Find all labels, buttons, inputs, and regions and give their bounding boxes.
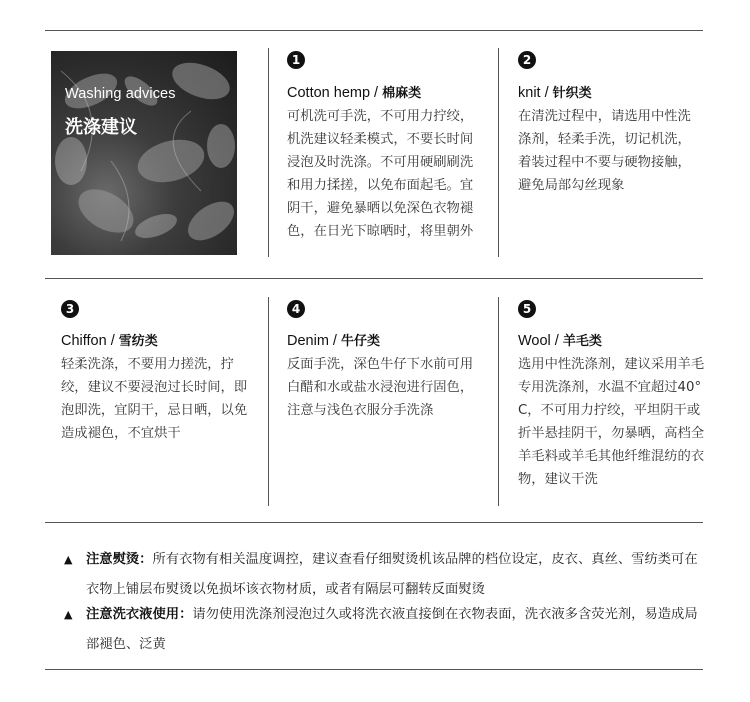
care-item-title — [518, 82, 703, 101]
hero-image — [51, 51, 237, 255]
note-label: 注意洗衣液使用： — [86, 607, 193, 622]
care-item-denim — [287, 300, 477, 422]
care-item-text: 反面手洗，深色牛仔下水前可用白醋和水或盐水浸泡进行固色，注意与浅色衣服分手洗涤 — [287, 357, 474, 418]
care-item-knit — [518, 51, 703, 197]
note-body: 请勿使用洗涤剂浸泡过久或将洗衣液直接倒在衣物表面，洗衣液多含荧光剂，易造成局部褪色、泛黄 — [86, 607, 698, 652]
note-label: 注意熨烫： — [86, 552, 153, 567]
column-divider — [498, 48, 499, 257]
note-body: 所有衣物有相关温度调控，建议查看仔细熨烫机该品牌的档位设定，皮衣、真丝、雪纺类可在衣物上铺层布熨烫以免损坏该衣物材质，或者有隔层可翻转反面熨烫 — [86, 552, 698, 597]
hero-title-zh: 洗涤建议 — [65, 117, 137, 138]
care-item-title — [287, 330, 477, 349]
note-detergent — [64, 600, 704, 660]
care-item-title-en: Wool / — [518, 333, 563, 349]
care-item-title — [287, 82, 477, 101]
care-item-title-en: Denim / — [287, 333, 341, 349]
care-item-wool — [518, 300, 708, 491]
note-text — [64, 600, 704, 660]
care-item-title-zh: 羊毛类 — [562, 334, 602, 349]
divider-middle — [45, 278, 703, 279]
column-divider — [268, 48, 269, 257]
care-item-text: 轻柔洗涤，不要用力搓洗，拧绞，建议不要浸泡过长时间，即泡即洗，宜阴干，忌日晒，以免造成褪色，不宜烘干 — [61, 357, 248, 441]
care-item-title-zh: 针织类 — [552, 86, 592, 101]
note-text — [64, 545, 704, 605]
number-badge: 4 — [287, 300, 305, 318]
divider-footer — [45, 669, 703, 670]
care-item-title — [61, 330, 251, 349]
triangle-up-icon: ▲ — [64, 553, 73, 566]
care-item-title-en: Cotton hemp / — [287, 85, 383, 101]
number-badge: 3 — [61, 300, 79, 318]
divider-top — [45, 30, 703, 31]
triangle-up-icon: ▲ — [64, 608, 73, 621]
care-item-text: 选用中性洗涤剂，建议采用羊毛专用洗涤剂，水温不宜超过40° C，不可用力拧绞，平坦阴干或折半悬挂阴干，勿暴晒，高档全羊毛料或羊毛其他纤维混纺的衣物，建议干洗 — [518, 357, 705, 487]
butterfly-collage-image — [51, 51, 237, 255]
care-item-title-zh: 雪纺类 — [118, 334, 158, 349]
care-item-title-en: knit / — [518, 85, 553, 101]
care-item-title-en: Chiffon / — [61, 333, 119, 349]
care-item-chiffon — [61, 300, 251, 445]
number-badge: 1 — [287, 51, 305, 69]
divider-bottom-grid — [45, 522, 703, 523]
care-item-cotton-hemp — [287, 51, 477, 245]
hero-title-en: Washing advices — [65, 86, 176, 102]
care-item-text: 可机洗可手洗，不可用力拧绞，机洗建议轻柔模式，不要长时间浸泡及时洗涤。不可用硬刷刷洗和用力揉搓，以免布面起毛。宜阴干，避免暴晒以免深色衣物褪色，在日光下晾晒时，将里朝外 — [287, 109, 474, 239]
number-badge: 5 — [518, 300, 536, 318]
care-item-title-zh: 棉麻类 — [382, 86, 422, 101]
column-divider — [268, 297, 269, 506]
care-item-title — [518, 330, 708, 349]
care-item-text: 在清洗过程中，请选用中性洗涤剂，轻柔手洗，切记机洗，着装过程中不要与硬物接触，避免局部勾丝现象 — [518, 109, 691, 193]
column-divider — [498, 297, 499, 506]
care-item-title-zh: 牛仔类 — [341, 334, 381, 349]
number-badge: 2 — [518, 51, 536, 69]
note-ironing — [64, 545, 704, 605]
